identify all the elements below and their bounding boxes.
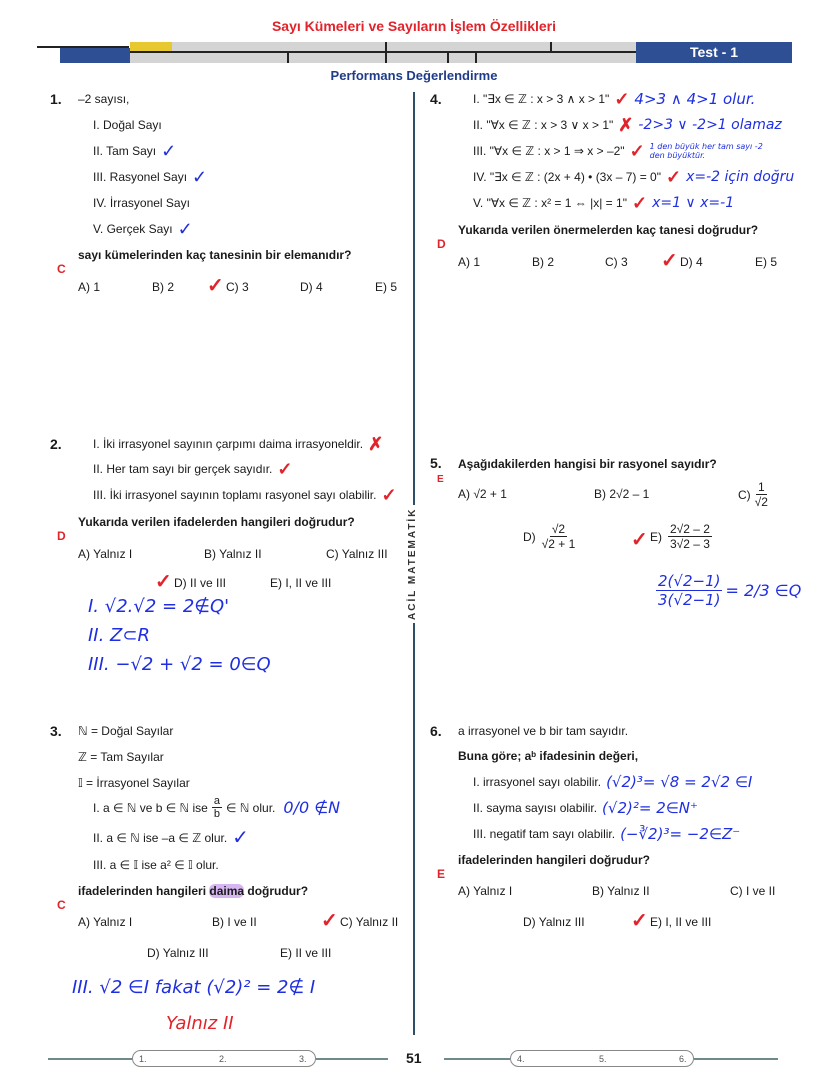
handwritten-note: I. √2.√2 = 2∉Q' xyxy=(88,596,230,617)
denominator: √2 xyxy=(754,495,768,509)
option-b[interactable]: B) 2 xyxy=(532,255,555,269)
item-text: IV. "∃x ∈ ℤ : (2x + 4) • (3x – 7) = 0" xyxy=(473,170,661,184)
item-text: V. "∀x ∈ ℤ : x² = 1 ⇔ |x| = 1" xyxy=(473,196,627,210)
question-number: 2. xyxy=(50,436,62,452)
item xyxy=(473,771,752,793)
answer-key: C xyxy=(57,898,66,912)
option-b[interactable]: B) Yalnız II xyxy=(592,884,650,898)
item-text: I. İki irrasyonel sayının çarpımı daima irrasyoneldir. xyxy=(93,437,364,451)
banner-line xyxy=(130,51,636,53)
footer-line xyxy=(316,1058,388,1060)
option-e[interactable]: E) 5 xyxy=(755,255,778,269)
pill-number: 6. xyxy=(679,1054,687,1064)
answer-key: D xyxy=(437,237,446,251)
handwritten-note: (−∛2)³= −2∈Z⁻ xyxy=(620,825,741,843)
option-b[interactable]: B) I ve II xyxy=(212,915,257,929)
item xyxy=(93,433,383,455)
question-number: 4. xyxy=(430,91,442,107)
item-text: I. Doğal Sayı xyxy=(93,118,162,132)
question-number: 1. xyxy=(50,91,62,107)
item xyxy=(473,192,734,214)
check-icon: ✓ xyxy=(155,571,172,593)
item xyxy=(473,166,794,188)
pill-number: 4. xyxy=(517,1054,525,1064)
handwritten-note: (√2)³= √8 = 2√2 ∈I xyxy=(606,773,753,791)
item xyxy=(93,114,162,136)
handwritten-note: x=1 ∨ x=-1 xyxy=(652,195,735,211)
check-icon: ✓ xyxy=(232,827,249,849)
option-c[interactable]: C) Yalnız II xyxy=(340,915,399,929)
item-text: III. İki irrasyonel sayının toplamı rasyonel sayı olabilir. xyxy=(93,488,377,502)
question-text xyxy=(78,884,308,898)
option-d[interactable]: D) Yalnız III xyxy=(523,915,585,929)
banner-accent xyxy=(130,42,172,51)
option-label: E) xyxy=(650,529,662,544)
item xyxy=(473,140,780,162)
item-text: III. Rasyonel Sayı xyxy=(93,170,188,184)
option-a[interactable]: A) 1 xyxy=(458,255,481,269)
cross-icon: ✗ xyxy=(368,434,384,454)
check-icon: ✓ xyxy=(631,193,648,213)
item-text: ∈ ℕ olur. xyxy=(225,800,276,815)
option-b[interactable]: B) 2√2 – 1 xyxy=(594,487,650,501)
check-icon: ✓ xyxy=(631,910,648,932)
handwritten-note: Yalnız II xyxy=(166,1013,234,1034)
handwritten-note: II. Z⊂R xyxy=(88,625,150,646)
question-part: ifadelerinden hangileri xyxy=(78,884,210,898)
numerator: a xyxy=(213,795,220,807)
banner-line xyxy=(447,53,449,63)
pill-number: 3. xyxy=(299,1054,307,1064)
option-a[interactable]: A) Yalnız I xyxy=(458,884,513,898)
option-d[interactable]: D) Yalnız III xyxy=(147,946,209,960)
answer-key: E xyxy=(437,474,444,485)
footer-line xyxy=(694,1058,778,1060)
item-text: I. a ∈ ℕ ve b ∈ ℕ ise xyxy=(93,800,208,815)
item xyxy=(93,484,397,506)
item xyxy=(93,218,193,240)
option-d[interactable]: D) 4 xyxy=(680,255,703,269)
option-e[interactable]: E) 5 xyxy=(375,280,398,294)
item-text: II. Her tam sayı bir gerçek sayıdır. xyxy=(93,462,273,476)
question-number: 5. xyxy=(430,455,442,471)
handwritten-note xyxy=(656,572,801,609)
item xyxy=(473,88,755,110)
handwritten-note: (√2)²= 2∈N⁺ xyxy=(602,799,698,817)
footer-line xyxy=(444,1058,510,1060)
check-icon: ✓ xyxy=(381,485,397,505)
definition: 𝕀 = İrrasyonel Sayılar xyxy=(78,776,190,790)
page-title: Sayı Kümeleri ve Sayıların İşlem Özellikleri xyxy=(271,18,557,34)
option-e[interactable] xyxy=(650,522,712,551)
check-icon: ✓ xyxy=(161,141,177,161)
option-label: D) xyxy=(523,529,536,544)
test-label: Test - 1 xyxy=(636,42,792,63)
item-text: II. Tam Sayı xyxy=(93,144,157,158)
option-c[interactable]: C) 3 xyxy=(226,280,249,294)
banner-line xyxy=(550,42,552,51)
option-b[interactable]: B) Yalnız II xyxy=(204,547,262,561)
check-icon: ✓ xyxy=(177,219,193,239)
numerator: 1 xyxy=(757,480,765,494)
question-text: sayı kümelerinden kaç tanesinin bir elemanıdır? xyxy=(78,248,352,262)
question-number: 3. xyxy=(50,723,62,739)
pill-number: 5. xyxy=(599,1054,607,1064)
question-text: Yukarıda verilen ifadelerden hangileri doğrudur? xyxy=(78,515,355,529)
item-text: III. negatif tam sayı olabilir. xyxy=(473,827,616,841)
banner-block xyxy=(60,48,130,63)
option-d[interactable] xyxy=(523,522,575,551)
option-e[interactable]: E) II ve III xyxy=(280,946,332,960)
item xyxy=(473,797,698,819)
handwritten-note: 1 den büyük her tam sayı -2 den büyüktür. xyxy=(649,142,763,160)
item xyxy=(473,823,740,845)
check-icon: ✓ xyxy=(207,275,224,297)
question-text: Aşağıdakilerden hangisi bir rasyonel sayıdır? xyxy=(458,457,717,471)
item-text: V. Gerçek Sayı xyxy=(93,222,173,236)
question-text: ifadelerinden hangileri doğrudur? xyxy=(458,853,651,867)
highlighted-word: daima xyxy=(209,884,245,898)
cross-icon: ✗ xyxy=(618,115,634,135)
numerator: 2(√2−1) xyxy=(658,572,721,590)
banner-line xyxy=(475,53,477,63)
pill-number: 1. xyxy=(139,1054,147,1064)
answer-key: E xyxy=(437,867,446,881)
question-text: Yukarıda verilen önermelerden kaç tanesi doğrudur? xyxy=(458,223,759,237)
definition: ℤ = Tam Sayılar xyxy=(78,750,164,764)
banner-line xyxy=(287,53,289,63)
denominator: 3(√2−1) xyxy=(658,591,721,609)
item-text: II. sayma sayısı olabilir. xyxy=(473,801,598,815)
option-label: C) xyxy=(738,487,751,502)
handwritten-note: III. √2 ∈I fakat (√2)² = 2∉ I xyxy=(72,977,316,998)
numerator: √2 xyxy=(551,522,566,536)
item-text: I. "∃x ∈ ℤ : x > 3 ∧ x > 1" xyxy=(473,92,610,106)
result: = 2/3 ∈Q xyxy=(725,581,802,600)
denominator: √2 + 1 xyxy=(541,537,576,551)
handwritten-note: x=-2 için doğru xyxy=(686,169,795,185)
check-icon: ✓ xyxy=(321,910,338,932)
option-d[interactable]: D) 4 xyxy=(300,280,323,294)
check-icon: ✓ xyxy=(629,141,645,161)
item xyxy=(93,166,207,188)
handwritten-note: -2>3 ∨ -2>1 olamaz xyxy=(638,117,782,133)
fraction xyxy=(755,480,768,509)
question-part: doğrudur? xyxy=(244,884,309,898)
banner-line xyxy=(385,42,387,63)
brand-logo: ACİL MATEMATİK xyxy=(407,505,421,623)
answer-pill-left xyxy=(132,1050,316,1067)
pill-number: 2. xyxy=(219,1054,227,1064)
question-lead: Buna göre; aᵇ ifadesinin değeri, xyxy=(458,749,639,763)
item xyxy=(93,795,340,820)
option-e[interactable]: E) I, II ve III xyxy=(270,576,332,590)
check-icon: ✓ xyxy=(192,167,208,187)
option-c[interactable] xyxy=(738,480,768,509)
answer-key: C xyxy=(57,262,66,276)
page-subtitle: Performans Değerlendirme xyxy=(330,68,498,83)
fraction xyxy=(656,572,722,609)
page-number: 51 xyxy=(406,1050,422,1066)
option-a[interactable]: A) Yalnız I xyxy=(78,915,133,929)
item xyxy=(93,458,292,480)
question-number: 6. xyxy=(430,723,442,739)
item xyxy=(93,140,176,162)
check-icon: ✓ xyxy=(631,529,648,551)
fraction xyxy=(542,522,576,551)
option-a[interactable]: A) Yalnız I xyxy=(78,547,133,561)
item-text: II. a ∈ ℕ ise –a ∈ ℤ olur. xyxy=(93,831,228,845)
denominator: b xyxy=(213,808,220,820)
option-e[interactable]: E) I, II ve III xyxy=(650,915,712,929)
handwritten-note: 4>3 ∧ 4>1 olur. xyxy=(634,90,756,108)
check-icon: ✓ xyxy=(665,167,682,187)
handwritten-note: 0/0 ∉N xyxy=(283,798,341,817)
item-text: IV. İrrasyonel Sayı xyxy=(93,196,190,210)
option-a[interactable]: A) 1 xyxy=(78,280,101,294)
footer-line xyxy=(48,1058,132,1060)
option-c[interactable]: C) Yalnız III xyxy=(326,547,388,561)
answer-key: D xyxy=(57,529,66,543)
item-text: III. "∀x ∈ ℤ : x > 1 ⇒ x > –2" xyxy=(473,144,625,158)
check-icon: ✓ xyxy=(277,459,293,479)
item xyxy=(93,827,249,849)
question-stem: a irrasyonel ve b bir tam sayıdır. xyxy=(458,724,629,738)
option-d[interactable]: D) II ve III xyxy=(174,576,227,590)
option-a[interactable]: A) √2 + 1 xyxy=(458,487,507,501)
option-b[interactable]: B) 2 xyxy=(152,280,175,294)
item xyxy=(93,192,190,214)
check-icon: ✓ xyxy=(661,250,678,272)
denominator: 3√2 – 3 xyxy=(670,537,710,551)
numerator: 2√2 – 2 xyxy=(670,522,710,536)
item-text: I. irrasyonel sayı olabilir. xyxy=(473,775,602,789)
question-stem: –2 sayısı, xyxy=(78,92,130,106)
definition: ℕ = Doğal Sayılar xyxy=(78,724,174,738)
fraction xyxy=(668,522,712,551)
option-c[interactable]: C) I ve II xyxy=(730,884,776,898)
check-icon: ✓ xyxy=(614,89,630,109)
fraction xyxy=(212,795,222,820)
item: III. a ∈ 𝕀 ise a² ∈ 𝕀 olur. xyxy=(93,858,219,872)
item xyxy=(473,114,782,136)
option-c[interactable]: C) 3 xyxy=(605,255,628,269)
item-text: II. "∀x ∈ ℤ : x > 3 ∨ x > 1" xyxy=(473,118,614,132)
handwritten-note: III. −√2 + √2 = 0∈Q xyxy=(88,654,271,675)
answer-pill-right xyxy=(510,1050,694,1067)
